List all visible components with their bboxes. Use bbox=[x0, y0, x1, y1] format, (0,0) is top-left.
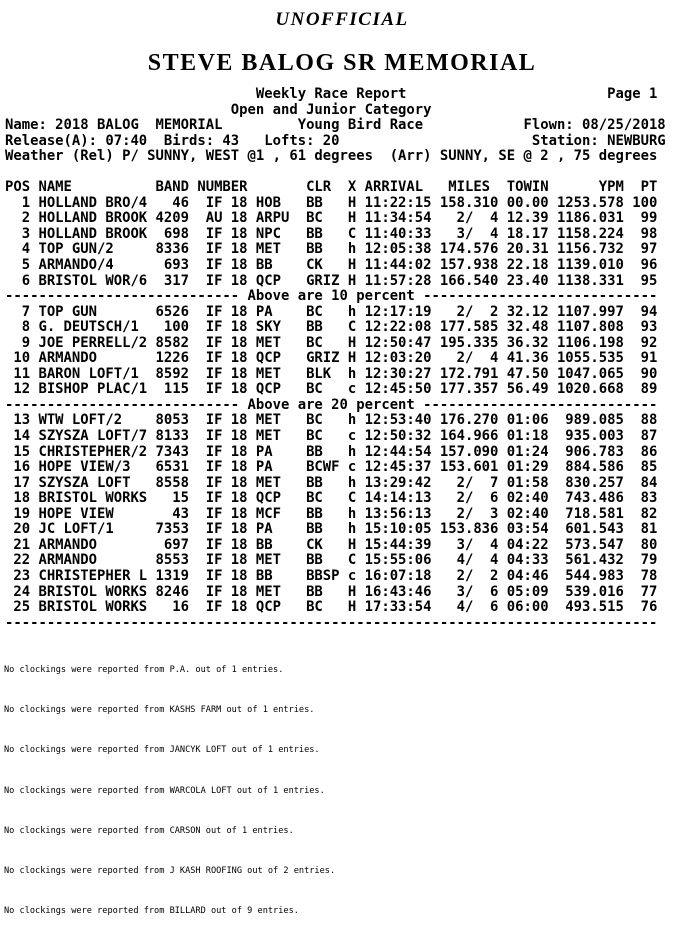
table-row: 23 CHRISTEPHER L 1319 IF 18 BB BBSP c 16:07:18 2/ 2 04:46 544.983 78 bbox=[5, 567, 658, 584]
table-row: 19 HOPE VIEW 43 IF 18 MCF BB h 13:56:13 2/ 3 02:40 718.581 82 bbox=[5, 505, 658, 522]
no-clockings-section bbox=[0, 637, 684, 945]
table-row: 22 ARMANDO 8553 IF 18 MET BB C 15:55:06 4/ 4 04:33 561.432 79 bbox=[5, 552, 658, 569]
table-row: 11 BARON LOFT/1 8592 IF 18 MET BLK h 12:30:27 172.791 47.50 1047.065 90 bbox=[5, 365, 658, 382]
column-header: POS NAME BAND NUMBER CLR X ARRIVAL MILES TOWIN YPM PT bbox=[5, 179, 658, 196]
table-row: 3 HOLLAND BROOK 698 IF 18 NPC BB C 11:40:33 3/ 4 18.17 1158.224 98 bbox=[5, 225, 658, 242]
table-row: 1 HOLLAND BRO/4 46 IF 18 HOB BB H 11:22:15 158.310 00.00 1253.578 100 bbox=[5, 194, 658, 211]
table-row: 14 SZYSZA LOFT/7 8133 IF 18 MET BC c 12:50:32 164.966 01:18 935.003 87 bbox=[5, 428, 658, 445]
separator-line: ------------------------------------------------------------------------------ bbox=[5, 614, 658, 631]
table-row: 2 HOLLAND BROOK 4209 AU 18 ARPU BC H 11:34:54 2/ 4 12.39 1186.031 99 bbox=[5, 210, 658, 227]
page-title: STEVE BALOG SR MEMORIAL bbox=[147, 50, 537, 76]
table-row: 17 SZYSZA LOFT 8558 IF 18 MET BB h 13:29:42 2/ 7 01:58 830.257 84 bbox=[5, 474, 658, 491]
table-row: 16 HOPE VIEW/3 6531 IF 18 PA BCWF c 12:45:37 153.601 01:29 884.586 85 bbox=[5, 459, 658, 476]
no-clockings-line: No clockings were reported from KASHS FARM out of 1 entries. bbox=[4, 705, 315, 716]
report-meta-line: Open and Junior Category bbox=[5, 101, 432, 118]
race-report-body bbox=[0, 87, 684, 631]
table-row: 15 CHRISTEPHER/2 7343 IF 18 PA BB h 12:44:54 157.090 01:24 906.783 86 bbox=[5, 443, 658, 460]
table-row: 7 TOP GUN 6526 IF 18 PA BC h 12:17:19 2/ 2 32.12 1107.997 94 bbox=[5, 303, 658, 320]
table-row: 13 WTW LOFT/2 8053 IF 18 MET BC h 12:53:40 176.270 01:06 989.085 88 bbox=[5, 412, 658, 429]
table-row: 12 BISHOP PLAC/1 115 IF 18 QCP BC c 12:45:50 177.357 56.49 1020.668 89 bbox=[5, 381, 658, 398]
table-row: 8 G. DEUTSCH/1 100 IF 18 SKY BB C 12:22:08 177.585 32.48 1107.808 93 bbox=[5, 319, 658, 336]
table-row: 4 TOP GUN/2 8336 IF 18 MET BB h 12:05:38 174.576 20.31 1156.732 97 bbox=[5, 241, 658, 258]
report-meta-line: Weekly Race Report Page 1 bbox=[5, 86, 658, 102]
no-clockings-line: No clockings were reported from P.A. out of 1 entries. bbox=[4, 664, 284, 675]
table-row: 21 ARMANDO 697 IF 18 BB CK H 15:44:39 3/ 4 04:22 573.547 80 bbox=[5, 536, 658, 553]
blank-line bbox=[5, 165, 684, 181]
report-meta-line: Release(A): 07:40 Birds: 43 Lofts: 20 Station: NEWBURG bbox=[5, 132, 666, 149]
table-row: 24 BRISTOL WORKS 8246 IF 18 MET BB H 16:43:46 3/ 6 05:09 539.016 77 bbox=[5, 583, 658, 600]
unofficial-watermark: UNOFFICIAL bbox=[275, 9, 409, 30]
no-clockings-line: No clockings were reported from BILLARD out of 9 entries. bbox=[4, 906, 299, 917]
table-row: 18 BRISTOL WORKS 15 IF 18 QCP BC C 14:14:13 2/ 6 02:40 743.486 83 bbox=[5, 490, 658, 507]
table-row: 20 JC LOFT/1 7353 IF 18 PA BB h 15:10:05 153.836 03:54 601.543 81 bbox=[5, 521, 658, 538]
report-meta-line: Weather (Rel) P/ SUNNY, WEST @1 , 61 degrees (Arr) SUNNY, SE @ 2 , 75 degrees bbox=[5, 148, 658, 165]
percent-separator: ---------------------------- Above are 20 percent ---------------------------- bbox=[5, 396, 658, 413]
table-row: 9 JOE PERRELL/2 8582 IF 18 MET BC H 12:50:47 195.335 36.32 1106.198 92 bbox=[5, 334, 658, 351]
report-meta-line: Name: 2018 BALOG MEMORIAL Young Bird Race Flown: 08/25/2018 bbox=[5, 117, 666, 134]
percent-separator: ---------------------------- Above are 10 percent ---------------------------- bbox=[5, 288, 658, 305]
table-row: 5 ARMANDO/4 693 IF 18 BB CK H 11:44:02 157.938 22.18 1139.010 96 bbox=[5, 257, 658, 274]
no-clockings-line: No clockings were reported from CARSON out of 1 entries. bbox=[4, 825, 294, 836]
table-row: 6 BRISTOL WOR/6 317 IF 18 QCP GRIZ H 11:57:28 166.540 23.40 1138.331 95 bbox=[5, 272, 658, 289]
table-row: 25 BRISTOL WORKS 16 IF 18 QCP BC H 17:33:54 4/ 6 06:00 493.515 76 bbox=[5, 599, 658, 616]
no-clockings-line: No clockings were reported from JANCYK LOFT out of 1 entries. bbox=[4, 745, 320, 756]
table-row: 10 ARMANDO 1226 IF 18 QCP GRIZ H 12:03:20 2/ 4 41.36 1055.535 91 bbox=[5, 350, 658, 367]
no-clockings-line: No clockings were reported from J KASH ROOFING out of 2 entries. bbox=[4, 866, 336, 877]
no-clockings-line: No clockings were reported from WARCOLA LOFT out of 1 entries. bbox=[4, 785, 325, 796]
